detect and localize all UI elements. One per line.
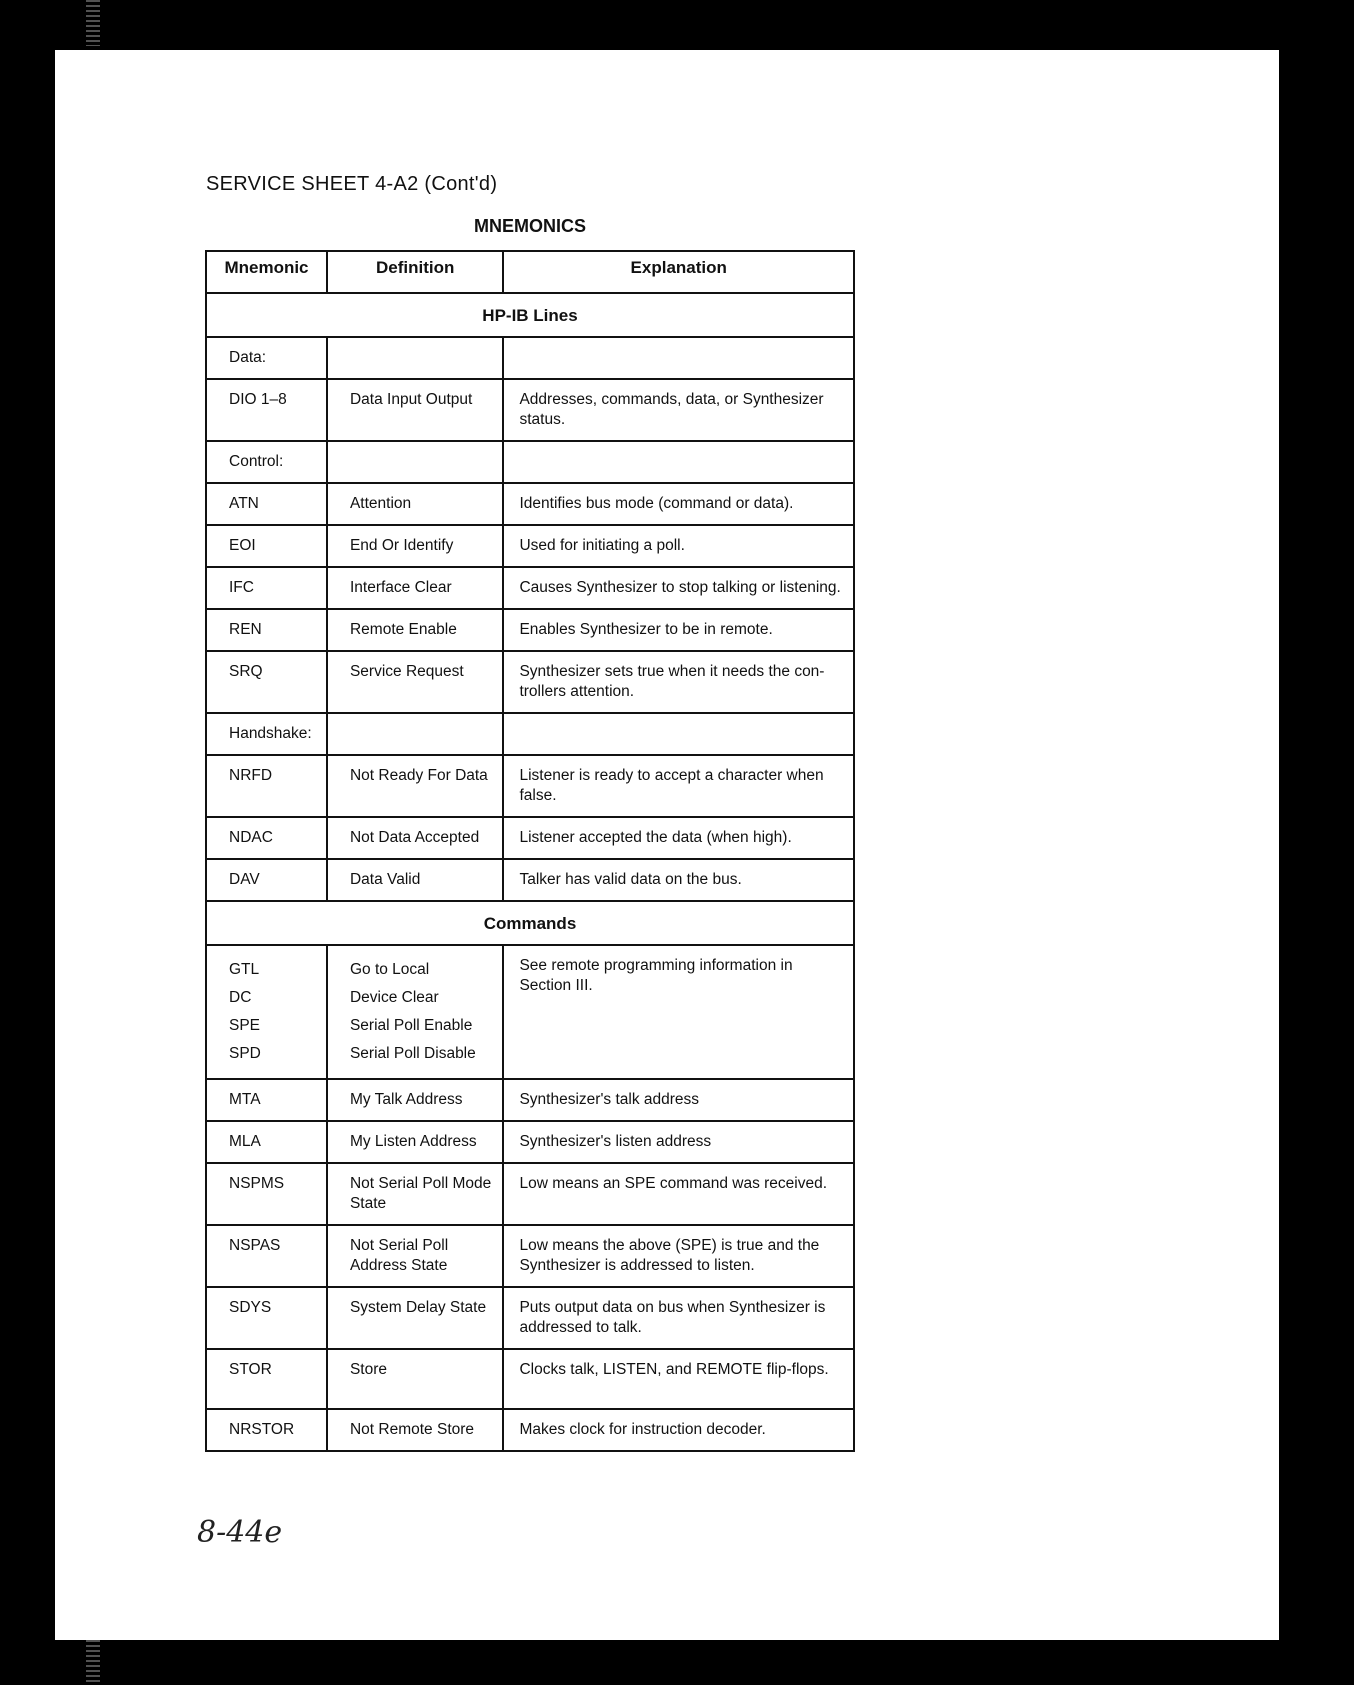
definition-cell: My Talk Address (327, 1079, 504, 1121)
definition-cell: My Listen Address (327, 1121, 504, 1163)
definition-cell: System Delay State (327, 1287, 504, 1349)
column-header-explanation: Explanation (503, 251, 854, 293)
explanation-cell: Synthesizer sets true when it needs the con-trollers attention. (503, 651, 854, 713)
table-row (206, 1225, 854, 1287)
definition-cell: Data Valid (327, 859, 504, 901)
table-title: MNEMONICS (474, 216, 586, 236)
explanation-cell: Listener is ready to accept a character when false. (503, 755, 854, 817)
definition-cell: Not Ready For Data (327, 755, 504, 817)
table-row (206, 1409, 854, 1451)
mnemonic-gtl: GTL (229, 961, 260, 978)
definition-dc: Device Clear (349, 989, 439, 1006)
definition-cell: Not Remote Store (327, 1409, 504, 1451)
explanation-cell: Causes Synthesizer to stop talking or listening. (503, 567, 854, 609)
mnemonic-cell: NRFD (206, 755, 327, 817)
definition-cell: Remote Enable (327, 609, 504, 651)
mnemonic-dc: DC (229, 989, 252, 1006)
definition-cell: Not Data Accepted (327, 817, 504, 859)
definition-cell: Store (327, 1349, 504, 1409)
mnemonic-cell: SDYS (206, 1287, 327, 1349)
definition-cell: Not Serial Poll Address State (327, 1225, 504, 1287)
section-row-hpib (206, 293, 854, 337)
mnemonic-cell: DIO 1–8 (206, 379, 327, 441)
mnemonic-cell: REN (206, 609, 327, 651)
table-row (206, 483, 854, 525)
table-row (206, 567, 854, 609)
table-row (206, 1349, 854, 1409)
mnemonic-cell: MLA (206, 1121, 327, 1163)
scan-margin-mark-top (86, 0, 100, 46)
definition-cell: Not Serial Poll Mode State (327, 1163, 504, 1225)
definition-cell: Data Input Output (327, 379, 504, 441)
column-header-mnemonic: Mnemonic (206, 251, 327, 293)
explanation-cell: See remote programming information in Section III. (503, 945, 854, 1079)
explanation-cell: Addresses, commands, data, or Synthesizer status. (503, 379, 854, 441)
definition-cell: Service Request (327, 651, 504, 713)
explanation-cell: Synthesizer's listen address (503, 1121, 854, 1163)
sheet-title: SERVICE SHEET 4-A2 (Cont'd) (206, 173, 498, 195)
definition-spe: Serial Poll Enable (349, 1017, 473, 1034)
column-header-definition: Definition (327, 251, 504, 293)
group-row-handshake (206, 713, 854, 755)
explanation-cell: Low means the above (SPE) is true and the Synthesizer is addressed to listen. (503, 1225, 854, 1287)
group-row-control (206, 441, 854, 483)
handwritten-page-number: 8-44e (197, 1515, 283, 1550)
explanation-cell: Enables Synthesizer to be in remote. (503, 609, 854, 651)
mnemonic-cell: IFC (206, 567, 327, 609)
explanation-cell: Talker has valid data on the bus. (503, 859, 854, 901)
group-label-control: Control: (206, 441, 327, 483)
mnemonic-cell: NRSTOR (206, 1409, 327, 1451)
section-label-commands: Commands (206, 901, 854, 945)
table-row (206, 1079, 854, 1121)
definition-spd: Serial Poll Disable (349, 1045, 476, 1062)
table-header-row (206, 251, 854, 293)
mnemonic-cell: NSPMS (206, 1163, 327, 1225)
mnemonic-cell: NDAC (206, 817, 327, 859)
table-row (206, 651, 854, 713)
table-row (206, 1163, 854, 1225)
section-label-hpib: HP-IB Lines (206, 293, 854, 337)
table-row (206, 817, 854, 859)
explanation-cell: Low means an SPE command was received. (503, 1163, 854, 1225)
explanation-cell: Makes clock for instruction decoder. (503, 1409, 854, 1451)
explanation-cell: Used for initiating a poll. (503, 525, 854, 567)
explanation-cell: Puts output data on bus when Synthesizer is addressed to talk. (503, 1287, 854, 1349)
mnemonic-cell: MTA (206, 1079, 327, 1121)
mnemonic-spd: SPD (229, 1045, 261, 1062)
definition-cell: Attention (327, 483, 504, 525)
mnemonics-table (205, 250, 855, 1452)
mnemonic-cell: STOR (206, 1349, 327, 1409)
explanation-cell: Identifies bus mode (command or data). (503, 483, 854, 525)
explanation-cell: Listener accepted the data (when high). (503, 817, 854, 859)
mnemonic-cell: EOI (206, 525, 327, 567)
scan-margin-mark-bottom (86, 1640, 100, 1685)
definition-cell-group (327, 945, 504, 1079)
definition-cell: Interface Clear (327, 567, 504, 609)
mnemonic-cell: DAV (206, 859, 327, 901)
definition-gtl: Go to Local (349, 961, 430, 978)
table-row-command-group (206, 945, 854, 1079)
mnemonic-spe: SPE (229, 1017, 261, 1034)
group-label-handshake: Handshake: (206, 713, 327, 755)
mnemonic-cell: NSPAS (206, 1225, 327, 1287)
mnemonic-cell: ATN (206, 483, 327, 525)
mnemonic-cell: SRQ (206, 651, 327, 713)
table-row (206, 1121, 854, 1163)
group-label-data: Data: (206, 337, 327, 379)
table-row (206, 1287, 854, 1349)
table-row (206, 525, 854, 567)
document-page (55, 50, 1279, 1640)
table-row (206, 859, 854, 901)
definition-cell: End Or Identify (327, 525, 504, 567)
mnemonic-cell-group (206, 945, 327, 1079)
section-row-commands (206, 901, 854, 945)
explanation-cell: Clocks talk, LISTEN, and REMOTE flip-flops. (503, 1349, 854, 1409)
table-row (206, 755, 854, 817)
explanation-cell: Synthesizer's talk address (503, 1079, 854, 1121)
table-row (206, 379, 854, 441)
group-row-data (206, 337, 854, 379)
table-row (206, 609, 854, 651)
